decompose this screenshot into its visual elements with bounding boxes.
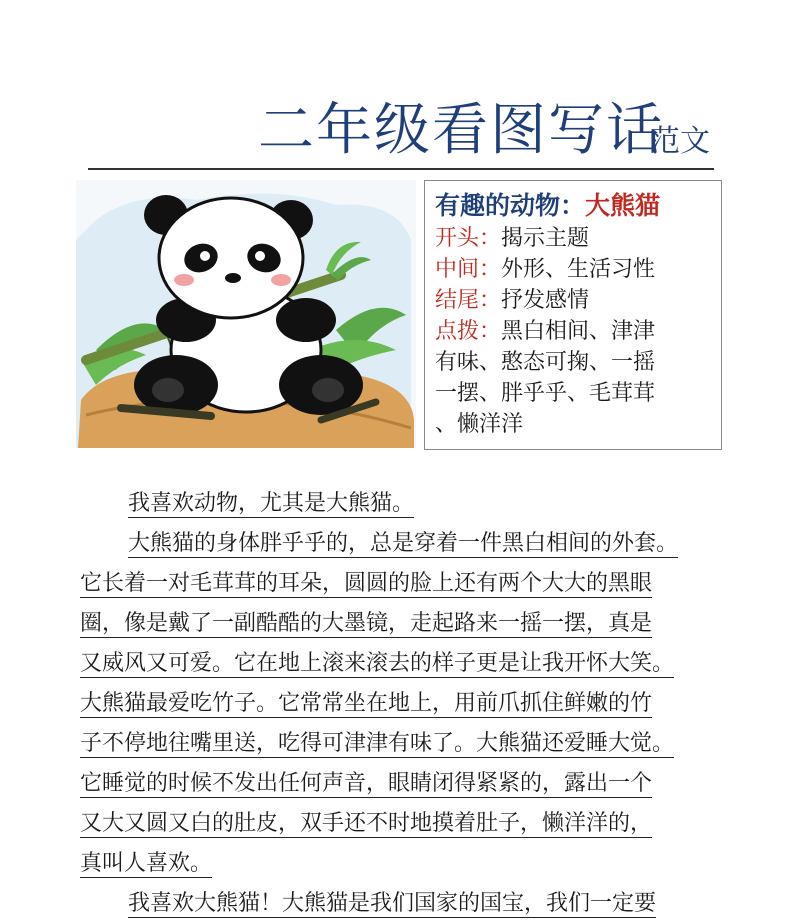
guide-label: 开头： [435,226,502,251]
essay-line: 真叫人喜欢。 [80,851,213,876]
title-underline [88,168,714,170]
guide-tips-continued: 、懒洋洋 [435,412,524,437]
panda-illustration [76,180,416,448]
essay-line: 大熊猫最爱吃竹子。它常常坐在地上，用前爪抓住鲜嫩的竹 [80,691,653,716]
guide-row-ending [435,285,713,316]
page-header [0,0,800,180]
guide-row-middle [435,254,713,285]
writing-guide-card [424,180,722,450]
guide-text: 抒发感情 [501,288,590,313]
essay-line: 子不停地往嘴里送，吃得可津津有味了。大熊猫还爱睡大觉。 [80,731,675,756]
guide-text: 揭示主题 [501,226,590,251]
guide-label: 结尾： [435,288,502,313]
guide-text: 外形、生活习性 [501,257,656,282]
panda-drawing [76,180,416,448]
guide-label: 中间： [435,257,502,282]
page-subtitle: 范文 [650,124,710,159]
card-title-animal: 大熊猫 [585,191,661,220]
essay-line: 它睡觉的时候不发出任何声音，眼睛闭得紧紧的，露出一个 [80,771,653,796]
guide-row-tips [435,316,713,347]
essay-line: 大熊猫的身体胖乎乎的，总是穿着一件黑白相间的外套。 [128,531,679,556]
card-title [435,189,713,223]
sample-essay [80,484,720,924]
guide-text: 黑白相间、津津 [501,319,656,344]
essay-line: 又威风又可爱。它在地上滚来滚去的样子更是让我开怀大笑。 [80,651,675,676]
essay-line: 我喜欢动物，尤其是大熊猫。 [128,491,415,516]
guide-label: 点拨： [435,319,502,344]
essay-line: 又大又圆又白的肚皮，双手还不时地摸着肚子，懒洋洋的， [80,811,653,836]
essay-line: 圈，像是戴了一副酷酷的大墨镜，走起路来一摇一摆，真是 [80,611,653,636]
essay-line: 它长着一对毛茸茸的耳朵，圆圆的脸上还有两个大大的黑眼 [80,571,653,596]
card-title-prefix: 有趣的动物： [435,191,586,220]
guide-tips-continued: 有味、憨态可掬、一摇 [435,350,656,375]
page-title: 二年级看图写话 [258,98,664,163]
essay-line: 我喜欢大熊猫！大熊猫是我们国家的国宝，我们一定要 [128,891,657,916]
guide-tips-continued: 一摆、胖乎乎、毛茸茸 [435,381,656,406]
guide-row-opening [435,223,713,254]
